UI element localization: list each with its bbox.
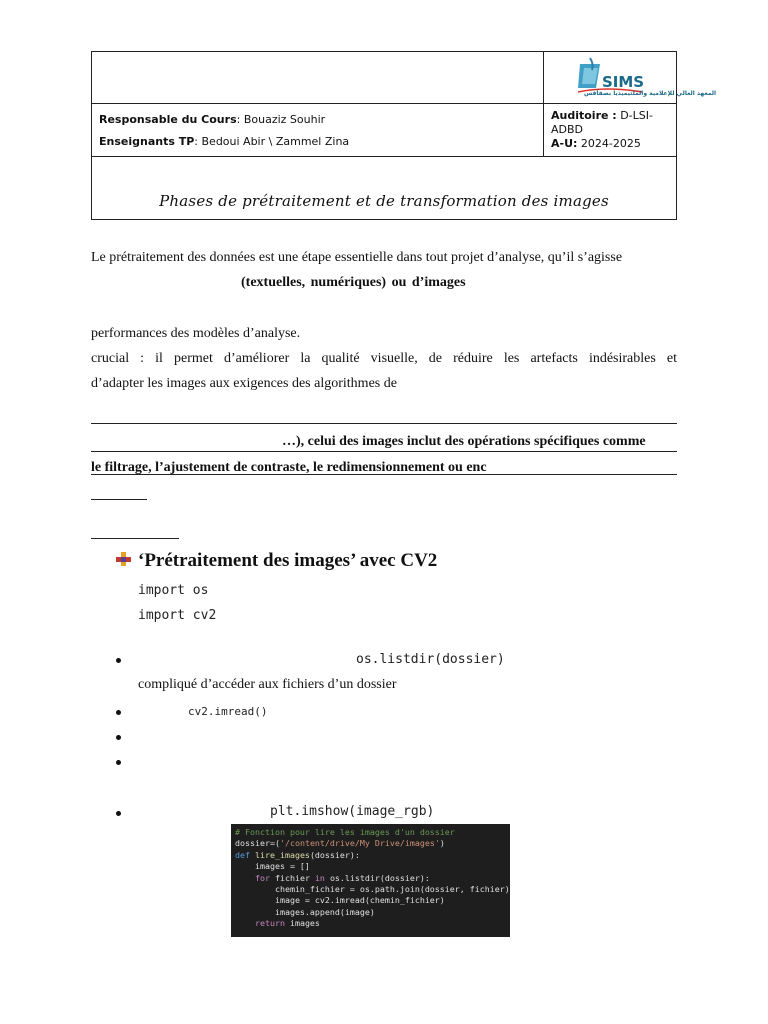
enseignants-label: Enseignants TP [99,135,195,148]
code-line: chemin_fichier = os.path.join(dossier, fichier) [235,884,510,895]
bullet [116,735,121,740]
paragraph-2: performances des modèles d’analyse. [91,326,301,341]
enseignants-value: : Bedoui Abir \ Zammel Zina [194,135,350,148]
code-import-os: import os [138,583,209,598]
auditoire-label: Auditoire : [551,109,617,122]
au-line [551,137,641,150]
code-keyword: in [314,872,330,883]
underline-rule [91,538,179,539]
responsable-label: Responsable du Cours [99,113,237,126]
au-value: 2024-2025 [577,137,641,150]
logo-subtitle: المعهد العالي للإعلامية والملتيميديا بصفاقس [584,90,717,97]
paragraph-4-line-1: …), celui des images inclut des opérations spécifiques comme [282,434,646,449]
responsable-line [99,112,325,127]
code-keyword: def [235,849,255,860]
logo-wordmark: SIMS [602,73,645,91]
au-label: A-U: [551,137,578,150]
sims-logo [576,56,717,104]
code-function: lire_images [254,849,310,860]
enseignants-line [99,134,349,149]
code-import-cv2: import cv2 [138,608,217,623]
code-line: images = [] [235,861,310,872]
auditoire-value: D-LSI-ADBD [551,109,653,136]
bullet-1-text: compliqué d’accéder aux fichiers d’un dossier [138,677,397,692]
bullet-2-code: cv2.imread() [188,705,268,718]
bullet [116,811,121,816]
code-token: images [289,918,320,929]
underline-rule [91,423,677,424]
code-token: dossier=( [235,838,280,849]
responsable-value: : Bouaziz Souhir [236,113,326,126]
code-screenshot [231,824,510,937]
code-line: image = cv2.imread(chemin_fichier) [235,895,445,906]
underline-rule [91,451,677,452]
code-string: '/content/drive/My Drive/images' [279,838,440,849]
paragraph-1-line-1: Le prétraitement des données est une étape essentielle dans tout projet d’analyse, qu’il s’agisse [91,250,623,265]
bullet-5-code: plt.imshow(image_rgb) [270,804,435,819]
bullet [116,760,121,765]
document-title: Phases de prétraitement et de transformation des images [159,192,609,210]
section-title: ‘Prétraitement des images’ avec CV2 [138,550,438,571]
paragraph-3-line-1: crucial : il permet d’améliorer la qualité visuelle, de réduire les artefacts indésirables et [91,351,677,366]
plus-cross-icon [114,550,134,570]
code-token: ) [439,838,445,849]
code-token: os.listdir(dossier): [329,872,430,883]
code-comment: # Fonction pour lire les images d'un dossier [235,827,455,837]
underline-rule [91,499,147,500]
code-token: fichier [274,872,315,883]
bullet [116,658,121,663]
code-keyword: return [235,918,290,929]
bullet [116,710,121,715]
paragraph-3-line-2: d’adapter les images aux exigences des algorithmes de [91,376,397,391]
auditoire-line [551,109,661,137]
paragraph-1-line-2: (textuelles, numériques) ou d’images [241,275,466,290]
bullet-1-code: os.listdir(dossier) [356,652,505,667]
underline-rule [91,474,677,475]
code-line: images.append(image) [235,906,375,917]
code-token: (dossier): [309,849,360,860]
paragraph-4-line-2: le filtrage, l’ajustement de contraste, le redimensionnement ou enc [91,460,487,475]
code-keyword: for [235,872,275,883]
